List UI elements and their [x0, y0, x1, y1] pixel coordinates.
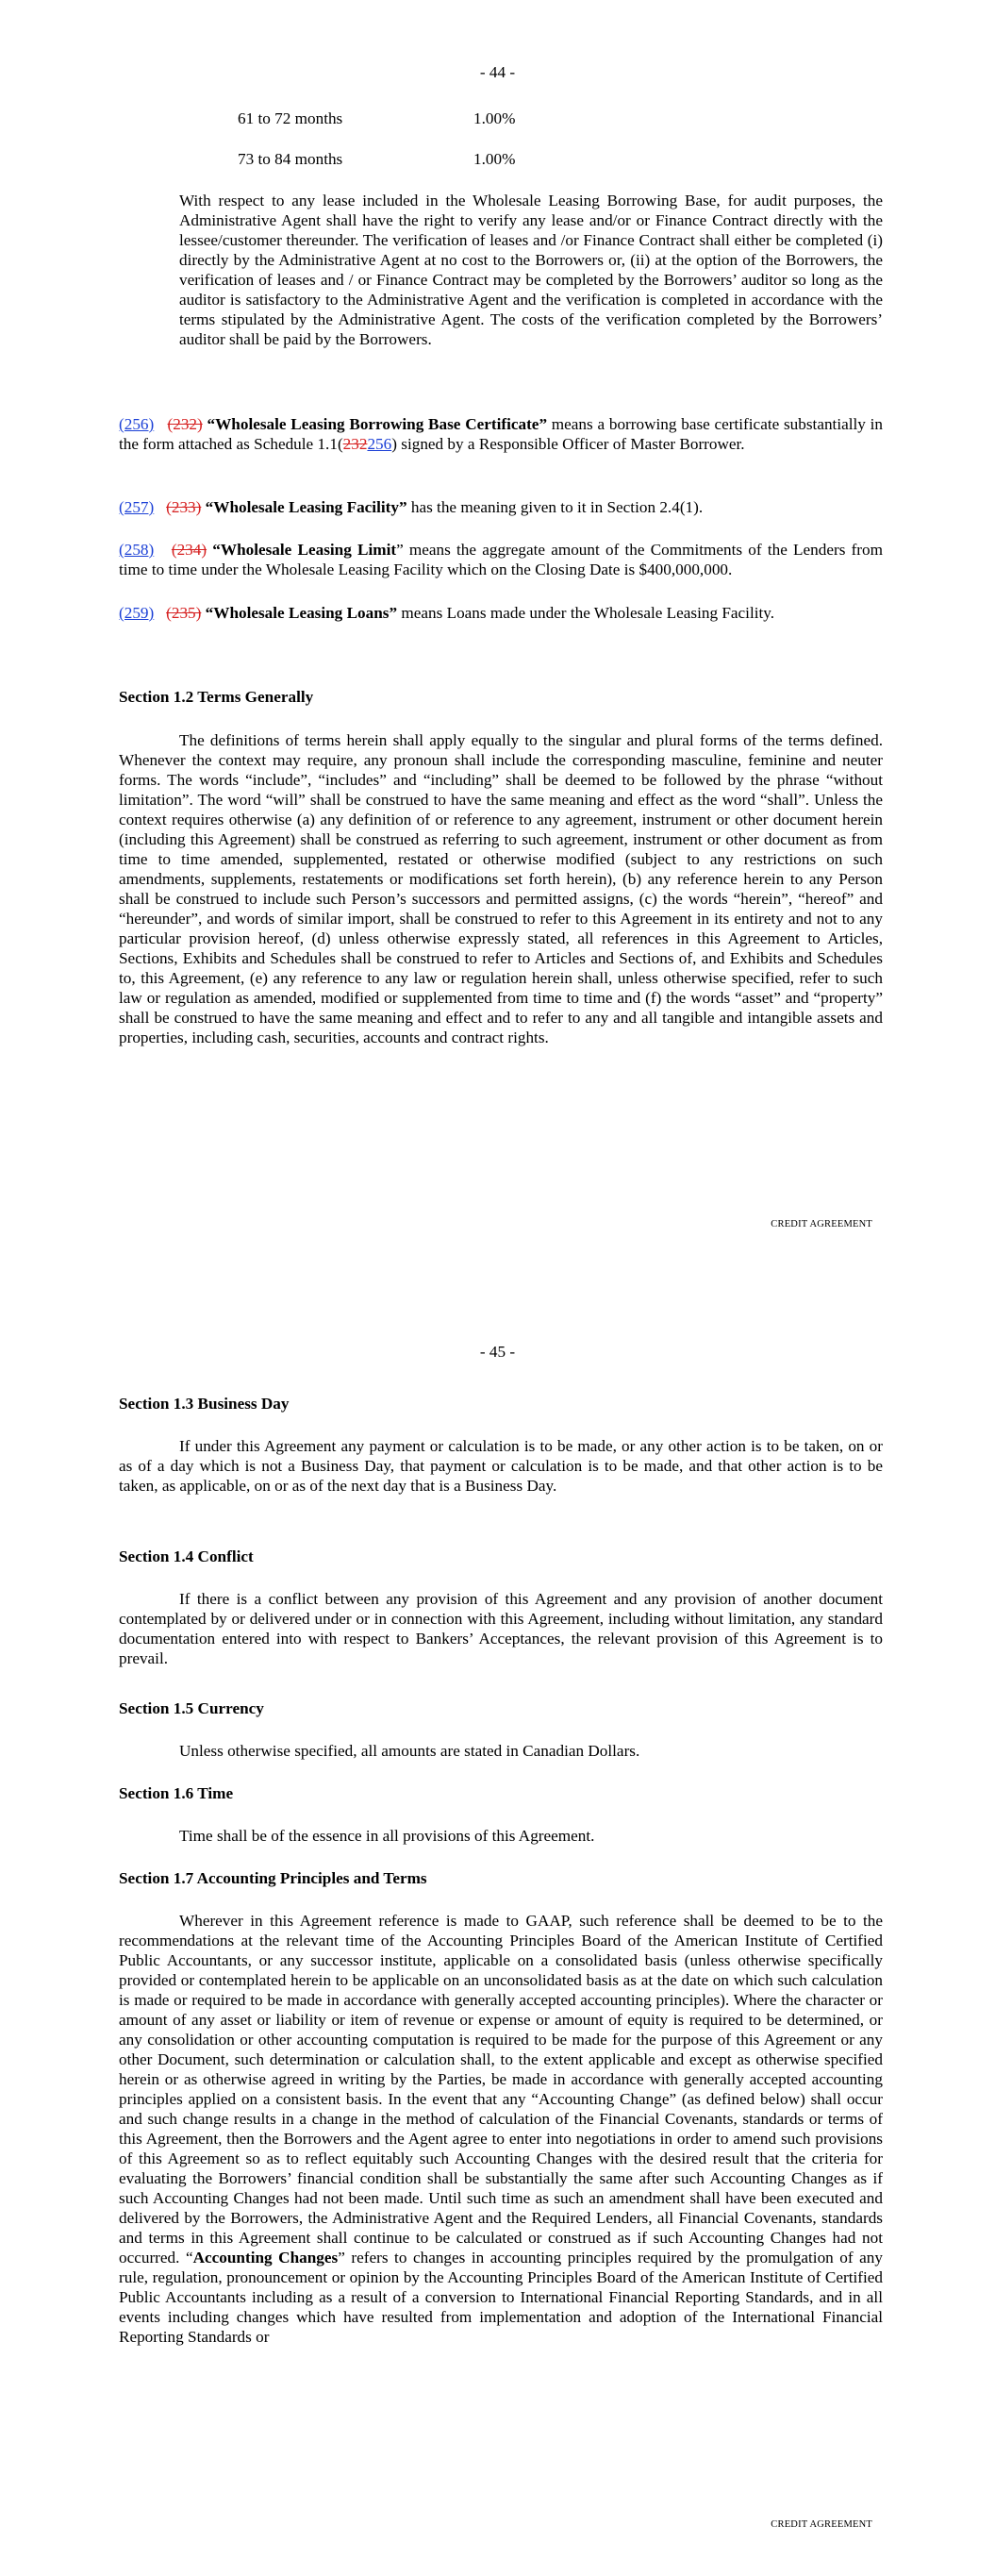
- section-heading: Section 1.4 Conflict: [119, 1547, 254, 1565]
- defined-term: “Wholesale Leasing Facility”: [205, 498, 407, 516]
- definition-258: (258) (234) “Wholesale Leasing Limit” means the aggregate amount of the Commitments of the Lenders from time to time under the Wholesale Leasing Facility which on the Closing Date is $400,000,000.: [119, 541, 883, 578]
- deleted-number: (234): [171, 541, 207, 559]
- definition-257: (257) (233) “Wholesale Leasing Facility” has the meaning given to it in Section 2.4(1).: [119, 498, 704, 516]
- page-footer: CREDIT AGREEMENT: [771, 2519, 872, 2530]
- section-1-6-text: Time shall be of the essence in all provisions of this Agreement.: [179, 1827, 595, 1845]
- rate-row: [238, 109, 615, 128]
- section-heading: Section 1.2 Terms Generally: [119, 688, 314, 706]
- deleted-number: (233): [166, 498, 202, 516]
- new-number: (259): [119, 604, 155, 622]
- audit-paragraph: With respect to any lease included in the Wholesale Leasing Borrowing Base, for audit purposes, the Administrative Agent shall have the right to verify any lease and/or or Finance Contract directly with the lessee/customer thereunder. The verification of leases and /or Finance Contract shall either be completed (i) directly by the Administrative Agent at no cost to the Borrowers or, (ii) at the option of the Borrowers, the verification of leases and / or Finance Contract may be completed by the Borrowers’ auditor so long as the auditor is satisfactory to the Administrative Agent and the verification is completed in accordance with the terms stipulated by the Administrative Agent. The costs of the verification completed by the Borrowers’ auditor shall be paid by the Borrowers.: [179, 192, 883, 348]
- rate-percent: 1.00%: [473, 150, 516, 168]
- deleted-ref: 232: [342, 435, 368, 453]
- defined-term: Accounting Changes: [192, 2249, 339, 2267]
- section-1-7-text: Wherever in this Agreement reference is made to GAAP, such reference shall be deemed to be to the recommendations at the relevant time of the Accounting Principles Board of the American Institute of Certified Public Accountants, or any successor institute, applicable on a consolidated basis (unless otherwise specifically provided or contemplated herein to be applicable on an unconsolidated basis as at the date on which such calculation is made or required to be made in accordance with generally accepted accounting principles). Where the character or amount of any asset or liability or item of revenue or expense or amount of equity is required to be determined, or any consolidation or other accounting computation is required to be made for the purpose of this Agreement or any other Document, such determination or calculation shall, to the extent applicable and except as otherwise specified herein or as otherwise agreed in writing by the Parties, be made in accordance with generally accepted accounting principles applied on a consistent basis. In the event that any “Accounting Change” (as defined below) shall occur and such change results in a change in the method of calculation of the Financial Covenants, standards or terms of this Agreement, then the Borrowers and the Agent agree to enter into negotiations in order to amend such provisions of this Agreement so as to reflect equitably such Accounting Changes with the desired result that the criteria for evaluating the Borrowers’ financial condition shall be substantially the same after such Accounting Changes as if such Accounting Changes had not been made. Until such time as such an amendment shall have been executed and delivered by the Borrowers, the Administrative Agent and the Required Lenders, all Financial Covenants, standards and terms in this Agreement shall continue to be calculated or construed as if such Accounting Changes had not occurred. “Accounting Changes” refers to changes in accounting principles required by the promulgation of any rule, regulation, pronouncement or opinion by the Accounting Principles Board of the American Institute of Certified Public Accountants including as a result of a conversion to International Financial Reporting Standards, and in all events including changes which have resulted from implementation and adoption of the International Financial Reporting Standards or: [119, 1912, 883, 2346]
- page-45: [0, 1279, 995, 2576]
- rate-period: 61 to 72 months: [238, 109, 343, 127]
- new-number: (256): [119, 415, 155, 433]
- new-number: (257): [119, 498, 155, 516]
- deleted-number: (235): [166, 604, 202, 622]
- new-ref: 256: [367, 435, 392, 453]
- defined-term: “Wholesale Leasing Loans”: [205, 604, 398, 622]
- page-number: - 44 -: [479, 63, 516, 81]
- rate-percent: 1.00%: [473, 109, 516, 127]
- deleted-number: (232): [167, 415, 203, 433]
- section-1-4-text: If there is a conflict between any provision of this Agreement and any provision of another document contemplated by or delivered under or in connection with this Agreement, including without limitation, any standard documentation entered into with respect to Bankers’ Acceptances, the relevant provision of this Agreement is to prevail.: [119, 1590, 883, 1667]
- defined-term: “Wholesale Leasing Borrowing Base Certificate”: [207, 415, 548, 433]
- section-1-5-text: Unless otherwise specified, all amounts are stated in Canadian Dollars.: [179, 1742, 640, 1760]
- defined-term: “Wholesale Leasing Limit: [212, 541, 397, 559]
- section-heading: Section 1.7 Accounting Principles and Terms: [119, 1869, 427, 1887]
- section-1-3-text: If under this Agreement any payment or calculation is to be made, or any other action is to be taken, on or as of a day which is not a Business Day, that payment or calculation is to be made, and that other action is to be taken, as applicable, on or as of the next day that is a Business Day.: [119, 1437, 883, 1495]
- definition-256: (256) (232) “Wholesale Leasing Borrowing Base Certificate” means a borrowing base certificate substantially in the form attached as Schedule 1.1(232256) signed by a Responsible Officer of Master Borrower.: [119, 415, 883, 453]
- page-number: - 45 -: [479, 1343, 516, 1361]
- section-heading: Section 1.3 Business Day: [119, 1395, 290, 1413]
- definition-259: (259) (235) “Wholesale Leasing Loans” means Loans made under the Wholesale Leasing Facility.: [119, 604, 775, 622]
- section-heading: Section 1.5 Currency: [119, 1699, 264, 1717]
- section-heading: Section 1.6 Time: [119, 1784, 234, 1802]
- rate-period: 73 to 84 months: [238, 150, 343, 168]
- section-1-2-text: The definitions of terms herein shall apply equally to the singular and plural forms of the terms defined. Whenever the context may require, any pronoun shall include the corresponding masculine, feminine and neuter forms. The words “include”, “includes” and “including” shall be deemed to be followed by the phrase “without limitation”. The word “will” shall be construed to have the same meaning and effect as the word “shall”. Unless the context requires otherwise (a) any definition of or reference to any agreement, instrument or other document herein (including this Agreement) shall be construed as referring to such agreement, instrument or other document as from time to time amended, supplemented, restated or otherwise modified (subject to any restrictions on such amendments, supplements, restatements or modifications set forth herein), (b) any reference herein to any Person shall be construed to include such Person’s successors and permitted assigns, (c) the words “herein”, “hereof” and “hereunder”, and words of similar import, shall be construed to refer to this Agreement in its entirety and not to any particular provision hereof, (d) unless otherwise expressly stated, all references in this Agreement to Articles, Sections, Exhibits and Schedules shall be construed to refer to Articles and Sections of, and Exhibits and Schedules to, this Agreement, (e) any reference to any law or regulation herein shall, unless otherwise specified, refer to such law or regulation as amended, modified or supplemented from time to time and (f) the words “asset” and “property” shall be construed to have the same meaning and effect and to refer to any and all tangible and intangible assets and properties, including cash, securities, accounts and contract rights.: [119, 731, 883, 1046]
- rate-row: [238, 149, 615, 169]
- page-footer: CREDIT AGREEMENT: [771, 1219, 872, 1229]
- new-number: (258): [119, 541, 155, 559]
- page-44: [0, 0, 995, 1279]
